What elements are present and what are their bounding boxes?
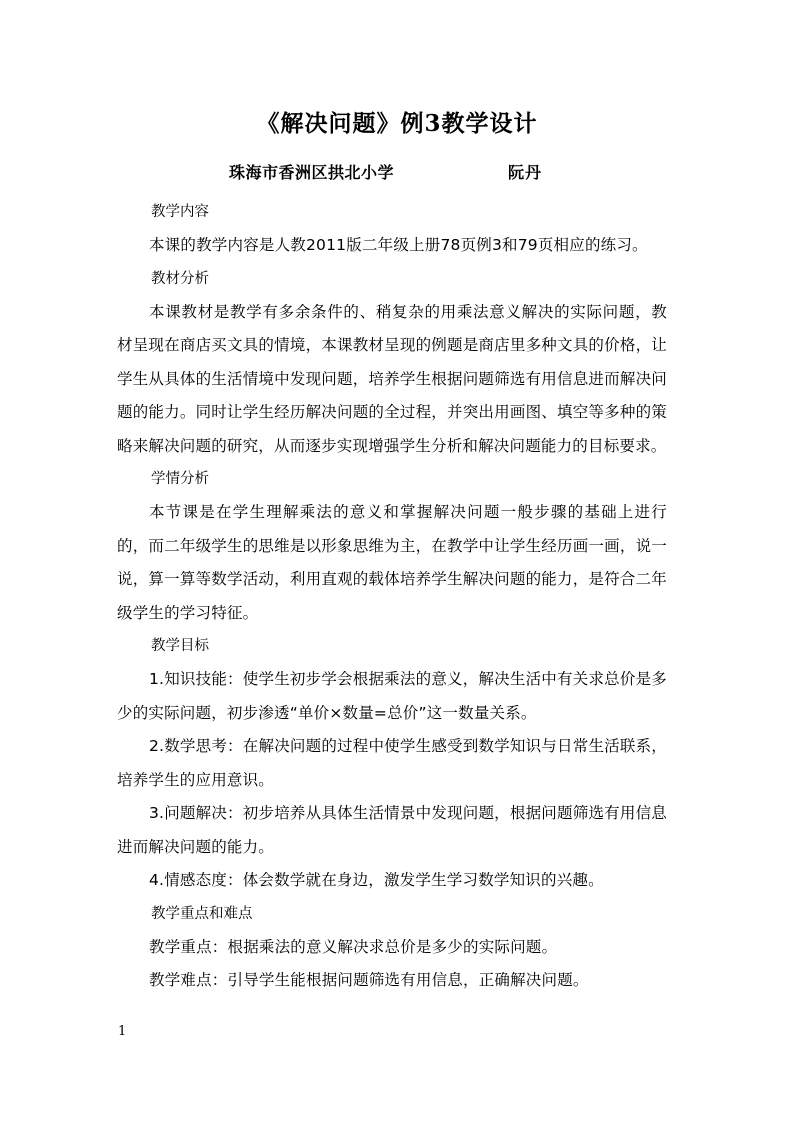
difficult-point: 教学难点：引导学生能根据问题筛选有用信息，正确解决问题。 [149, 971, 589, 989]
section-heading-students: 学情分析 [151, 471, 209, 487]
paragraph-material: 本课教材是教学有多余条件的、稍复杂的用乘法意义解决的实际问题，教材呈现在商店买文具的情境，本课教材呈现的例题是商店里多种文具的价格，让学生从具体的生活情境中发现问题，培养学生根据问题筛选有用信息进而解决问题的能力。同时让学生经历解决问题的全过程，并突出用画图、填空等多种的策略来解决问题的研究，从而逐步实现增强学生分析和解决问题能力的目标要求。 [117, 302, 667, 455]
goal-item-4: 4.情感态度：体会数学就在身边，激发学生学习数学知识的兴趣。 [149, 871, 604, 889]
key-point: 教学重点：根据乘法的意义解决求总价是多少的实际问题。 [149, 937, 558, 956]
section-heading-goals: 教学目标 [151, 638, 209, 654]
paragraph-content: 本课的教学内容是人教2011版二年级上册78页例3和79页相应的练习。 [149, 236, 648, 254]
goal-item-1: 1.知识技能：使学生初步学会根据乘法的意义，解决生活中有关求总价是多少的实际问题，初步渗透“单价×数量=总价”这一数量关系。 [117, 670, 667, 722]
section-heading-key-points: 教学重点和难点 [151, 905, 253, 922]
author-name: 阮丹 [508, 163, 543, 182]
paragraph-students: 本节课是在学生理解乘法的意义和掌握解决问题一般步骤的基础上进行的，而二年级学生的思维是以形象思维为主，在教学中让学生经历画一画，说一说，算一算等数学活动，利用直观的载体培养学生解决问题的能力，是符合二年级学生的学习特征。 [117, 503, 667, 622]
author-line [0, 160, 794, 190]
page-number: 1 [118, 1024, 127, 1039]
section-heading-material: 教材分析 [151, 270, 209, 287]
goal-item-3: 3.问题解决：初步培养从具体生活情景中发现问题，根据问题筛选有用信息进而解决问题的能力。 [117, 804, 667, 856]
school-name: 珠海市香洲区拱北小学 [229, 163, 395, 182]
section-heading-content: 教学内容 [151, 204, 209, 220]
document-title: 《解决问题》例3教学设计 [256, 110, 538, 137]
goal-item-2: 2.数学思考：在解决问题的过程中使学生感受到数学知识与日常生活联系，培养学生的应用意识。 [117, 737, 667, 789]
document-body [117, 196, 667, 998]
